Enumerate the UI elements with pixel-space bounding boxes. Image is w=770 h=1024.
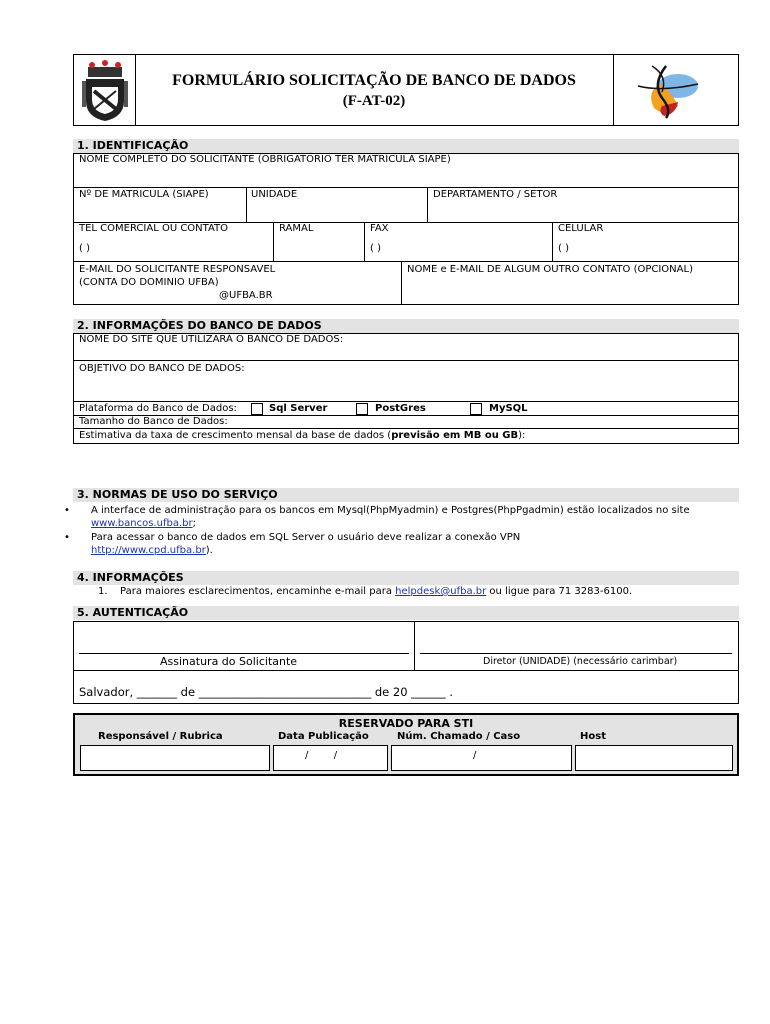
ufba-crest-logo (78, 57, 132, 123)
estimativa-text: Estimativa da taxa de crescimento mensal da base de dados ( (79, 430, 392, 441)
bullet-icon: • (64, 505, 70, 516)
checkbox-postgres[interactable] (356, 403, 368, 415)
field-fax[interactable] (364, 222, 553, 262)
normas-item-2-end: ). (205, 545, 213, 556)
celular-area-code: ( ) (558, 243, 569, 254)
form-title: FORMULÁRIO SOLICITAÇÃO DE BANCO DE DADOS (172, 72, 576, 89)
section-autenticacao-heading: 5. AUTENTICAÇÃO (73, 606, 739, 620)
label-estimativa (79, 430, 525, 441)
label-nome-completo: NOME COMPLETO DO SOLICITANTE (OBRIGATÓRIO TER MATRÍCULA SIAPE) (79, 154, 451, 165)
sti-col-chamado: Núm. Chamado / Caso (397, 731, 521, 742)
label-email-domain: @UFBA.BR (219, 290, 273, 301)
section-banco-heading: 2. INFORMAÇÕES DO BANCO DE DADOS (73, 319, 739, 333)
tel-area-code: ( ) (79, 243, 90, 254)
fax-area-code: ( ) (370, 243, 381, 254)
informacoes-text-a: Para maiores esclarecimentos, encaminhe e-mail para (120, 586, 396, 597)
sti-col-data: Data Publicação (278, 731, 369, 742)
estimativa-end: ): (518, 430, 526, 441)
link-cpd-ufba[interactable]: http://www.cpd.ufba.br (91, 545, 206, 556)
normas-item-2-text: Para acessar o banco de dados em SQL Server o usuário deve realizar a conexão VPN (91, 532, 521, 543)
header-divider-right (613, 54, 614, 126)
label-nome-site: NOME DO SITE QUE UTILIZARÁ O BANCO DE DADOS: (79, 334, 344, 345)
label-assinatura-diretor: Diretor (UNIDADE) (necessário carimbar) (483, 656, 678, 667)
label-tel: TEL COMERCIAL OU CONTATO (79, 223, 229, 234)
option-sqlserver: Sql Server (269, 403, 328, 414)
label-email-2: (CONTA DO DOMINIO UFBA) (79, 277, 219, 288)
signature-line-solicitante[interactable] (79, 653, 409, 654)
label-fax: FAX (370, 223, 389, 234)
place-date-line[interactable]: Salvador, _______ de ______________________________ de 20 ______ . (79, 685, 453, 699)
label-ramal: RAMAL (279, 223, 314, 234)
label-outro-contato: NOME e E-MAIL DE ALGUM OUTRO CONTATO (OPCIONAL) (407, 264, 693, 275)
plataforma-text: Plataforma do Banco de Dados: (79, 403, 237, 414)
stil-logo (632, 62, 704, 120)
bullet-icon: • (64, 532, 70, 543)
label-assinatura-solicitante: Assinatura do Solicitante (160, 655, 298, 668)
signature-divider (414, 621, 415, 671)
normas-item-1-end: ; (192, 518, 196, 529)
signature-line-diretor[interactable] (420, 653, 732, 654)
label-matricula: Nº DE MATRICULA (SIAPE) (79, 189, 209, 200)
section-informacoes-heading: 4. INFORMAÇÕES (73, 571, 739, 585)
section-normas-heading: 3. NORMAS DE USO DO SERVIÇO (73, 488, 739, 502)
section-identificacao-heading: 1. IDENTIFICAÇÃO (73, 139, 739, 153)
informacoes-text (120, 586, 632, 597)
informacoes-number: 1. (98, 586, 108, 597)
label-unidade: UNIDADE (251, 189, 298, 200)
option-postgres: PostGres (375, 403, 426, 414)
sti-col-host: Host (580, 731, 606, 742)
sti-title: RESERVADO PARA STI (338, 717, 474, 730)
normas-item-1 (91, 504, 721, 530)
checkbox-mysql[interactable] (470, 403, 482, 415)
link-helpdesk-email[interactable]: helpdesk@ufba.br (395, 586, 487, 597)
label-tamanho: Tamanho do Banco de Dados: (79, 416, 228, 427)
label-objetivo: OBJETIVO DO BANCO DE DADOS: (79, 363, 245, 374)
option-mysql: MySQL (489, 403, 528, 414)
form-code: (F-AT-02) (342, 93, 406, 109)
checkbox-sqlserver[interactable] (251, 403, 263, 415)
header-divider-left (135, 54, 136, 126)
sti-case-slash: / (473, 750, 477, 761)
sti-field-host[interactable] (575, 745, 733, 771)
link-bancos-ufba[interactable]: www.bancos.ufba.br (91, 518, 193, 529)
sti-col-responsavel: Responsável / Rubrica (98, 731, 223, 742)
sti-field-chamado[interactable] (391, 745, 572, 771)
label-celular: CELULAR (558, 223, 604, 234)
sti-field-responsavel[interactable] (80, 745, 270, 771)
label-departamento: DEPARTAMENTO / SETOR (433, 189, 558, 200)
label-email-1: E-MAIL DO SOLICITANTE RESPONSAVEL (79, 264, 276, 275)
estimativa-bold: previsão em MB ou GB (391, 430, 519, 441)
label-plataforma (79, 403, 237, 414)
normas-item-1-text: A interface de administração para os bancos em Mysql(PhpMyadmin) e Postgres(PhpPgadmin) estão localizados no site (91, 505, 690, 516)
informacoes-text-b: ou ligue para 71 3283-6100. (486, 586, 633, 597)
normas-item-2 (91, 531, 721, 557)
sti-date-slashes: / / (305, 750, 338, 761)
